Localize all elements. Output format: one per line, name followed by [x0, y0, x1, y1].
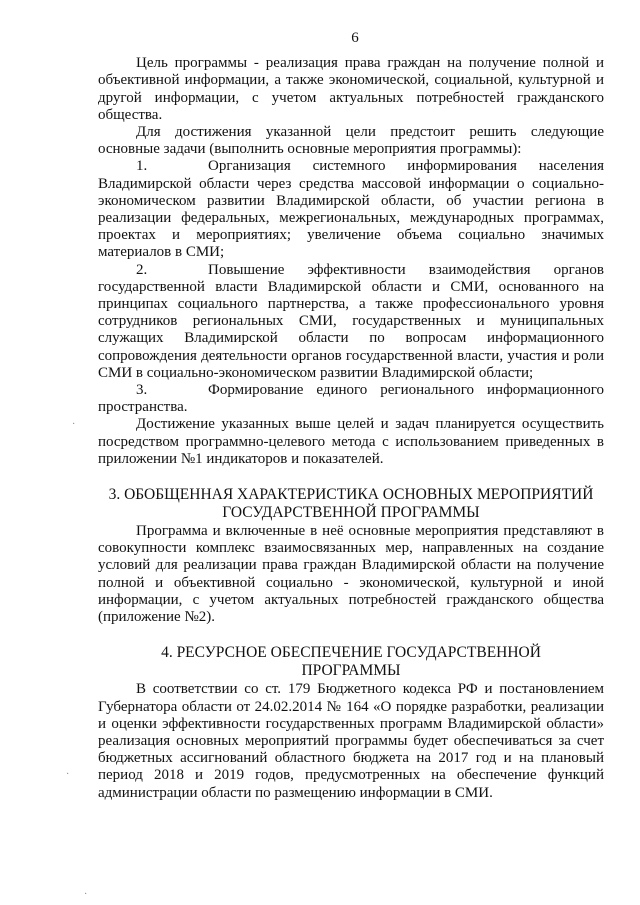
task-item-3 [98, 382, 604, 416]
scan-speck: · [66, 769, 70, 780]
section-3-heading-line-1: 3. ОБОБЩЕННАЯ ХАРАКТЕРИСТИКА ОСНОВНЫХ МЕРОПРИЯТИЙ [108, 486, 594, 504]
goal-paragraph: Цель программы - реализация права граждан на получение полной и объективной информации, а также экономической, социальной, культурной и другой информации, с учетом актуальных потребностей гражданского общества. [98, 55, 604, 123]
section-3-paragraph: Программа и включенные в неё основные мероприятия представляют в совокупности комплекс взаимосвязанных мер, направленных на создание условий для реализации права граждан Владимирской области на получение полной и объективной социально - экономической, культурной и иной информации, с учетом актуальных потребностей гражданского общества (приложение №2). [98, 523, 604, 626]
achievement-paragraph: Достижение указанных выше целей и задач планируется осуществить посредством программно-целевого метода с использованием приведенных в приложении №1 индикаторов и показателей. [98, 416, 604, 467]
task-text: Организация системного информирования населения Владимирской области через средства массовой информации о социально-экономическом развитии Владимирской области, об участии региона в реализации федеральных, межрегиональных, международных программах, проектах и мероприятиях; увеличение объема социально значимых материалов в СМИ; [98, 158, 604, 261]
section-4-heading-line-2: ПРОГРАММЫ [301, 661, 401, 679]
task-item-2 [98, 262, 604, 382]
task-item-1 [98, 158, 604, 261]
tasks-intro-paragraph: Для достижения указанной цели предстоит решить следующие основные задачи (выполнить основные мероприятия программы): [98, 124, 604, 158]
section-3-heading-line-2: ГОСУДАРСТВЕННОЙ ПРОГРАММЫ [222, 503, 480, 521]
task-text: Повышение эффективности взаимодействия органов государственной власти Владимирской области и СМИ, основанного на принципах социального партнерства, а также профессионального уровня сотрудников региональных СМИ, государственных и муниципальных служащих Владимирской области по вопросам информационного сопровождения деятельности органов государственной власти, участия и роли СМИ в социально-экономическом развитии Владимирской области; [98, 261, 604, 381]
scan-speck: · [84, 889, 88, 900]
task-number: 1. [136, 158, 148, 175]
section-3-heading [98, 486, 604, 521]
task-number: 2. [136, 261, 148, 278]
task-text: Формирование единого регионального информационного пространства. [98, 382, 604, 416]
scan-speck: · [72, 419, 76, 430]
page-number: 6 [351, 30, 359, 46]
document-page [98, 30, 604, 802]
section-4-heading [98, 644, 604, 679]
section-4-paragraph: В соответствии со ст. 179 Бюджетного кодекса РФ и постановлением Губернатора области от 24.02.2014 № 164 «О порядке разработки, реализации и оценки эффективности государственных программ Владимирской области» реализация основных мероприятий программы будет обеспечиваться за счет бюджетных ассигнований областного бюджета на 2017 год и на плановый период 2018 и 2019 годов, предусмотренных на обеспечение функций администрации области по размещению информации в СМИ. [98, 681, 604, 801]
section-4-heading-line-1: 4. РЕСУРСНОЕ ОБЕСПЕЧЕНИЕ ГОСУДАРСТВЕННОЙ [161, 644, 541, 662]
task-number: 3. [136, 382, 148, 399]
